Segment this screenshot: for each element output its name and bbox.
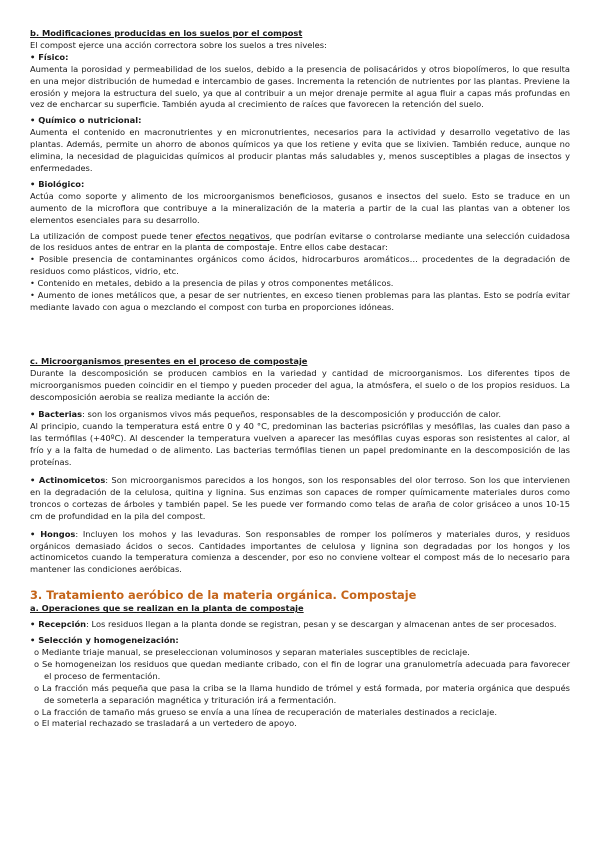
bacterias-text-2: Al principio, cuando la temperatura está entre 0 y 40 °C, predominan las bacterias psicrófilas y mesófilas, las cuales dan paso a las termófilas (+40ºC). Al descender la temperatura vuelven a aparecer las mesófilas cuyas esporas son resistentes al calor, al frío y a la falta de humedad o de alimento. Las bacterias termófilas tienen un papel predominante en la descomposición de las proteínas. — [30, 421, 570, 468]
negativos-pre: La utilización de compost puede tener — [30, 230, 196, 241]
hongos-text: : Incluyen los mohos y las levaduras. Son responsables de romper los polímeros y materiales duros, y residuos orgánicos demasiado ácidos o secos. Cantidades importantes de celulosa y lignina son degradadas por los hongos y los actinomicetos cuando la temperatura comienza a descender, por eso no conviene voltear el compost más de lo necesario para mantener las condiciones aeróbicas. — [30, 528, 570, 575]
section-3a-heading: a. Operaciones que se realizan en la planta de compostaje — [30, 603, 304, 614]
hongos-title: • Hongos — [30, 528, 76, 539]
negative-item-2: • Contenido en metales, debido a la presencia de pilas y otros componentes metálicos. — [30, 278, 394, 289]
seleccion-title: • Selección y homogeneización: — [30, 635, 179, 646]
section-c-intro: Durante la descomposición se producen cambios en la variedad y cantidad de microorganismos. Los diferentes tipos de microorganismos pueden coincidir en el tiempo y pueden proceder del agua, la atmósfera, el suelo o de los propios residuos. La descomposición aerobia se realiza mediante la acción de: — [30, 367, 570, 402]
seleccion-item-3: o La fracción más pequeña que pasa la criba se la llama hundido de trómel y está formada, por materia orgánica que después de someterla a separación magnética y trituración irá a fermentación. — [34, 682, 570, 705]
actinomicetos-title: • Actinomicetos — [30, 475, 106, 485]
section-c-heading: c. Microorganismos presentes en el proceso de compostaje — [30, 355, 308, 366]
actinomicetos-text: : Son microorganismos parecidos a los hongos, son los responsables del olor terroso. Son los que intervienen en la degradación de la celulosa, quitina y lignina. Sus enzimas son capaces de romper químicamente materiales duros como troncos o cortezas de árboles y también papel. Se les puede ver formando como telas de araña de color grisáceo a unos 10-15 cm de profundidad en la pila del compost. — [30, 475, 570, 521]
negativos-link: efectos negativos — [195, 230, 270, 241]
hongos-paragraph — [30, 529, 570, 577]
seleccion-item-1: o Mediante triaje manual, se preseleccionan voluminosos y separan materiales susceptibles de reciclaje. — [34, 646, 470, 657]
section-b-heading: b. Modificaciones producidas en los suelos por el compost — [30, 28, 303, 38]
document-page — [30, 28, 570, 730]
quimico-text: Aumenta el contenido en macronutrientes y en micronutrientes, necesarios para la actividad y desarrollo vegetativo de las plantas. Además, permite un ahorro de abonos químicos ya que los retiene y evita que se lixivien. También reduce, aunque no elimina, la necesidad de plaguicidas químicos al producir plantas más saludables y, menos susceptibles a plagas de insectos y enfermedades. — [30, 127, 570, 173]
seleccion-item-5: o El material rechazado se trasladará a un vertedero de apoyo. — [34, 718, 297, 729]
seleccion-item-4: o La fracción de tamaño más grueso se envía a una línea de recuperación de materiales destinados a reciclaje. — [34, 706, 497, 717]
fisico-title: • Físico: — [30, 51, 69, 62]
bacterias-title: • Bacterias — [30, 409, 83, 420]
biologico-text: Actúa como soporte y alimento de los microorganismos beneficiosos, gusanos e insectos del suelo. Esto se traduce en un aumento de la microflora que contribuye a la mineralización de la materia a partir de la cual las plantas van a obtener los elementos esenciales para su desarrollo. — [30, 190, 570, 225]
biologico-title: • Biológico: — [30, 178, 85, 189]
quimico-title: • Químico o nutricional: — [30, 115, 142, 126]
bacterias-paragraph — [30, 409, 570, 421]
bacterias-text-1: : son los organismos vivos más pequeños, responsables de la descomposición y producción de calor. — [82, 409, 502, 420]
negativos-paragraph — [30, 231, 570, 255]
seleccion-item-2: o Se homogeneizan los residuos que quedan mediante cribado, con el fin de lograr una granulometría adecuada para favorecer el proceso de fermentación. — [34, 658, 570, 681]
recepcion-paragraph — [30, 619, 570, 631]
recepcion-text: : Los residuos llegan a la planta donde se registran, pesan y se descargan y almacenan antes de ser procesados. — [86, 619, 557, 630]
section-b-intro: El compost ejerce una acción correctora sobre los suelos a tres niveles: — [30, 39, 327, 50]
section-3-heading: 3. Tratamiento aeróbico de la materia orgánica. Compostaje — [30, 588, 417, 603]
fisico-text: Aumenta la porosidad y permeabilidad de los suelos, debido a la presencia de polisacáridos y otros biopolímeros, lo que resulta en una mejor distribución de humedad e intercambio de gases. Incrementa la retención de nutrientes por las plantas. Previene la erosión y mejora la estructura del suelo, ya que al contribuir a un mejor drenaje permite al agua fluir a capas más profundas en vez de encharcar su superficie. También ayuda al crecimiento de raíces que favorecen la retención del suelo. — [30, 63, 570, 110]
recepcion-title: • Recepción — [30, 619, 87, 630]
negative-item-3: • Aumento de iones metálicos que, a pesar de ser nutrientes, en exceso tienen problemas para las plantas. Esto se podría evitar mediante lavado con agua o mezclando el compost con turba en proporciones idóneas. — [30, 290, 570, 312]
negativos-post: , que podrían evitarse o controlarse mediante una selección cuidadosa de los residuos antes de entrar en la planta de compostaje. Entre ellos cabe destacar: — [30, 230, 571, 253]
actinomicetos-paragraph — [30, 475, 570, 523]
negative-item-1: • Posible presencia de contaminantes orgánicos como ácidos, hidrocarburos aromáticos… procedentes de la degradación de residuos como plásticos, vidrio, etc. — [30, 254, 570, 277]
